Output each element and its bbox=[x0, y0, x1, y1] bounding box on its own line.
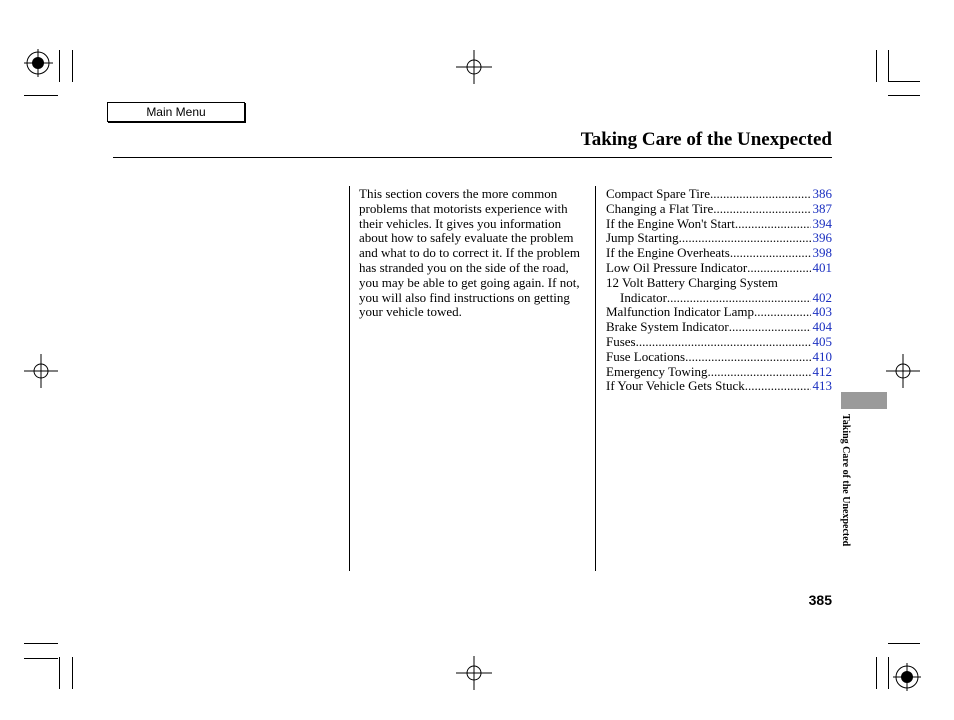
toc-item-battery-charging[interactable]: 12 Volt Battery Charging System Indicator ..... 402 bbox=[606, 276, 832, 306]
page-link[interactable]: 401 bbox=[812, 259, 832, 275]
page-link[interactable]: 398 bbox=[812, 245, 832, 261]
column-divider-right bbox=[595, 186, 596, 571]
toc-item-jump-starting[interactable]: Jump Starting ..... 396 bbox=[606, 231, 832, 246]
page-link[interactable]: 412 bbox=[812, 363, 832, 379]
registration-target-icon bbox=[892, 662, 922, 692]
toc-item-emergency-towing[interactable]: Emergency Towing ..... 412 bbox=[606, 365, 832, 380]
page-link[interactable]: 410 bbox=[812, 348, 832, 364]
toc-item-malfunction-indicator[interactable]: Malfunction Indicator Lamp ..... 403 bbox=[606, 305, 832, 320]
page-link[interactable]: 403 bbox=[812, 304, 832, 320]
section-tab bbox=[841, 392, 887, 409]
title-divider bbox=[113, 157, 832, 158]
intro-paragraph bbox=[359, 187, 591, 320]
page-link[interactable]: 404 bbox=[812, 319, 832, 335]
intro-text: This section covers the more common problems that motorists experience with their vehicles. It gives you information about how to safely evaluate the problem and what to do to correct it. If the problem has stranded you on the side of the road, you may be able to get going again. If not, you will also find instructions on getting your vehicle towed. bbox=[359, 186, 580, 320]
crosshair-icon bbox=[456, 656, 492, 690]
toc-item-vehicle-stuck[interactable]: If Your Vehicle Gets Stuck ..... 413 bbox=[606, 379, 832, 394]
toc-item-compact-spare-tire[interactable]: Compact Spare Tire ..... 386 bbox=[606, 187, 832, 202]
page-number: 385 bbox=[808, 592, 832, 608]
page-title: Taking Care of the Unexpected bbox=[580, 129, 832, 150]
side-section-label: Taking Care of the Unexpected bbox=[840, 414, 851, 547]
column-divider-left bbox=[349, 186, 350, 571]
crosshair-icon bbox=[24, 354, 58, 388]
page-link[interactable]: 396 bbox=[812, 230, 832, 246]
toc-item-engine-overheats[interactable]: If the Engine Overheats ..... 398 bbox=[606, 246, 832, 261]
toc-item-low-oil-pressure[interactable]: Low Oil Pressure Indicator ..... 401 bbox=[606, 261, 832, 276]
page-link[interactable]: 394 bbox=[812, 215, 832, 231]
page-link[interactable]: 405 bbox=[812, 333, 832, 349]
page-link[interactable]: 413 bbox=[812, 378, 832, 394]
crosshair-icon bbox=[886, 354, 920, 388]
toc-item-changing-flat-tire[interactable]: Changing a Flat Tire ..... 387 bbox=[606, 202, 832, 217]
registration-target-icon bbox=[24, 48, 54, 78]
toc-item-engine-wont-start[interactable]: If the Engine Won't Start ..... 394 bbox=[606, 217, 832, 232]
page-link[interactable]: 386 bbox=[812, 186, 832, 201]
toc-item-fuse-locations[interactable]: Fuse Locations ..... 410 bbox=[606, 350, 832, 365]
toc-item-fuses[interactable]: Fuses ..... 405 bbox=[606, 335, 832, 350]
toc-item-brake-system-indicator[interactable]: Brake System Indicator ..... 404 bbox=[606, 320, 832, 335]
crosshair-icon bbox=[456, 50, 492, 84]
main-menu-button[interactable]: Main Menu bbox=[107, 102, 245, 122]
page-link[interactable]: 387 bbox=[812, 200, 832, 216]
table-of-contents bbox=[606, 187, 832, 394]
page-link[interactable]: 402 bbox=[812, 289, 832, 305]
